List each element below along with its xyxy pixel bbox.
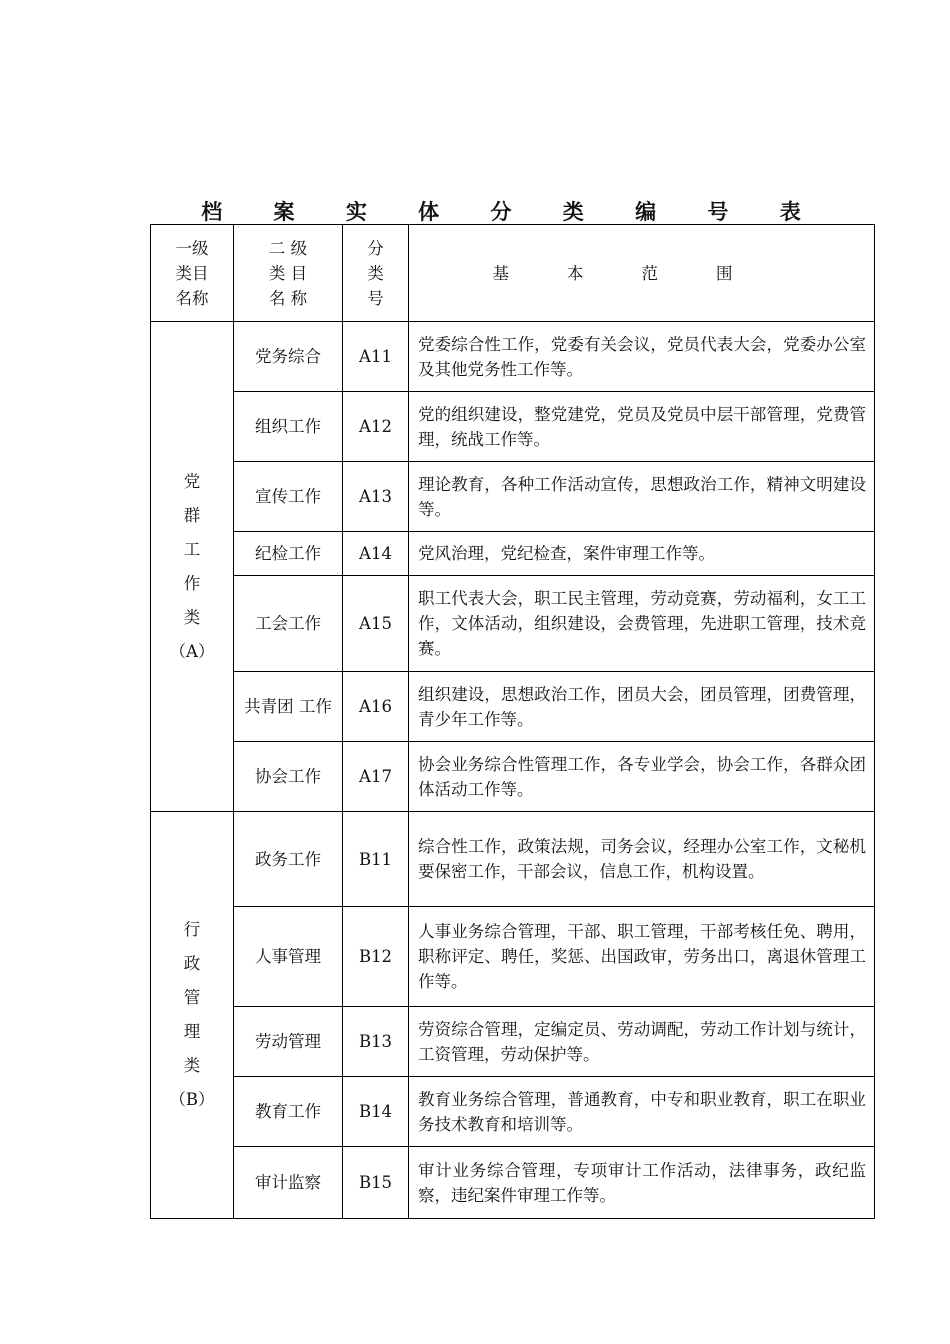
- table-row: [151, 742, 875, 812]
- table-row: [151, 1007, 875, 1077]
- subcategory-name: 劳动管理: [234, 1007, 343, 1077]
- scope-text: 党委综合性工作，党委有关会议，党员代表大会，党委办公室及其他党务性工作等。: [409, 322, 875, 392]
- category-code: A14: [343, 532, 409, 576]
- category-code: A11: [343, 322, 409, 392]
- header-code: 分 类 号: [343, 225, 409, 322]
- scope-text: 综合性工作，政策法规，司务会议，经理办公室工作，文秘机要保密工作，干部会议，信息工作，机构设置。: [409, 812, 875, 907]
- scope-text: 组织建设，思想政治工作，团员大会，团员管理，团费管理，青少年工作等。: [409, 672, 875, 742]
- scope-text: 理论教育，各种工作活动宣传，思想政治工作，精神文明建设等。: [409, 462, 875, 532]
- subcategory-name: 协会工作: [234, 742, 343, 812]
- category-code: B15: [343, 1147, 409, 1219]
- table-row: [151, 576, 875, 672]
- category-code: A15: [343, 576, 409, 672]
- scope-text: 党的组织建设，整党建党，党员及党员中层干部管理，党费管理，统战工作等。: [409, 392, 875, 462]
- table-row: [151, 322, 875, 392]
- subcategory-name: 审计监察: [234, 1147, 343, 1219]
- table-row: [151, 1147, 875, 1219]
- scope-text: 职工代表大会，职工民主管理，劳动竞赛，劳动福利，女工工作，文体活动，组织建设，会费管理，先进职工管理，技术竞赛。: [409, 576, 875, 672]
- scope-text: 教育业务综合管理，普通教育，中专和职业教育，职工在职业务技术教育和培训等。: [409, 1077, 875, 1147]
- scope-text: 审计业务综合管理，专项审计工作活动，法律事务，政纪监察，违纪案件审理工作等。: [409, 1147, 875, 1219]
- subcategory-name: 教育工作: [234, 1077, 343, 1147]
- subcategory-name: 人事管理: [234, 907, 343, 1007]
- scope-text: 党风治理，党纪检查，案件审理工作等。: [409, 532, 875, 576]
- table-row: [151, 1077, 875, 1147]
- header-scope: 基本范围: [409, 225, 875, 322]
- subcategory-name: 组织工作: [234, 392, 343, 462]
- subcategory-name: 宣传工作: [234, 462, 343, 532]
- category-code: B13: [343, 1007, 409, 1077]
- category-code: B12: [343, 907, 409, 1007]
- category-code: A16: [343, 672, 409, 742]
- scope-text: 人事业务综合管理，干部、职工管理，干部考核任免、聘用，职称评定、聘任，奖惩、出国政审，劳务出口，离退休管理工作等。: [409, 907, 875, 1007]
- scope-text: 协会业务综合性管理工作，各专业学会，协会工作，各群众团体活动工作等。: [409, 742, 875, 812]
- category-a: 党 群 工 作 类 （A）: [151, 322, 234, 812]
- category-code: B14: [343, 1077, 409, 1147]
- subcategory-name: 共青团 工作: [234, 672, 343, 742]
- header-row: [151, 225, 875, 322]
- table-row: [151, 462, 875, 532]
- category-code: B11: [343, 812, 409, 907]
- table-row: [151, 907, 875, 1007]
- table-row: [151, 392, 875, 462]
- scope-text: 劳资综合管理，定编定员、劳动调配，劳动工作计划与统计，工资管理，劳动保护等。: [409, 1007, 875, 1077]
- subcategory-name: 工会工作: [234, 576, 343, 672]
- table-row: [151, 812, 875, 907]
- table-row: [151, 532, 875, 576]
- table-row: [151, 672, 875, 742]
- page-title: 档 案 实 体 分 类 编 号 表: [201, 200, 823, 224]
- category-code: A12: [343, 392, 409, 462]
- subcategory-name: 党务综合: [234, 322, 343, 392]
- subcategory-name: 政务工作: [234, 812, 343, 907]
- subcategory-name: 纪检工作: [234, 532, 343, 576]
- category-code: A17: [343, 742, 409, 812]
- category-code: A13: [343, 462, 409, 532]
- category-b: 行 政 管 理 类 （B）: [151, 812, 234, 1219]
- header-level1: 一级 类目 名称: [151, 225, 234, 322]
- header-level2: 二 级 类 目 名 称: [234, 225, 343, 322]
- classification-table: [150, 224, 875, 1219]
